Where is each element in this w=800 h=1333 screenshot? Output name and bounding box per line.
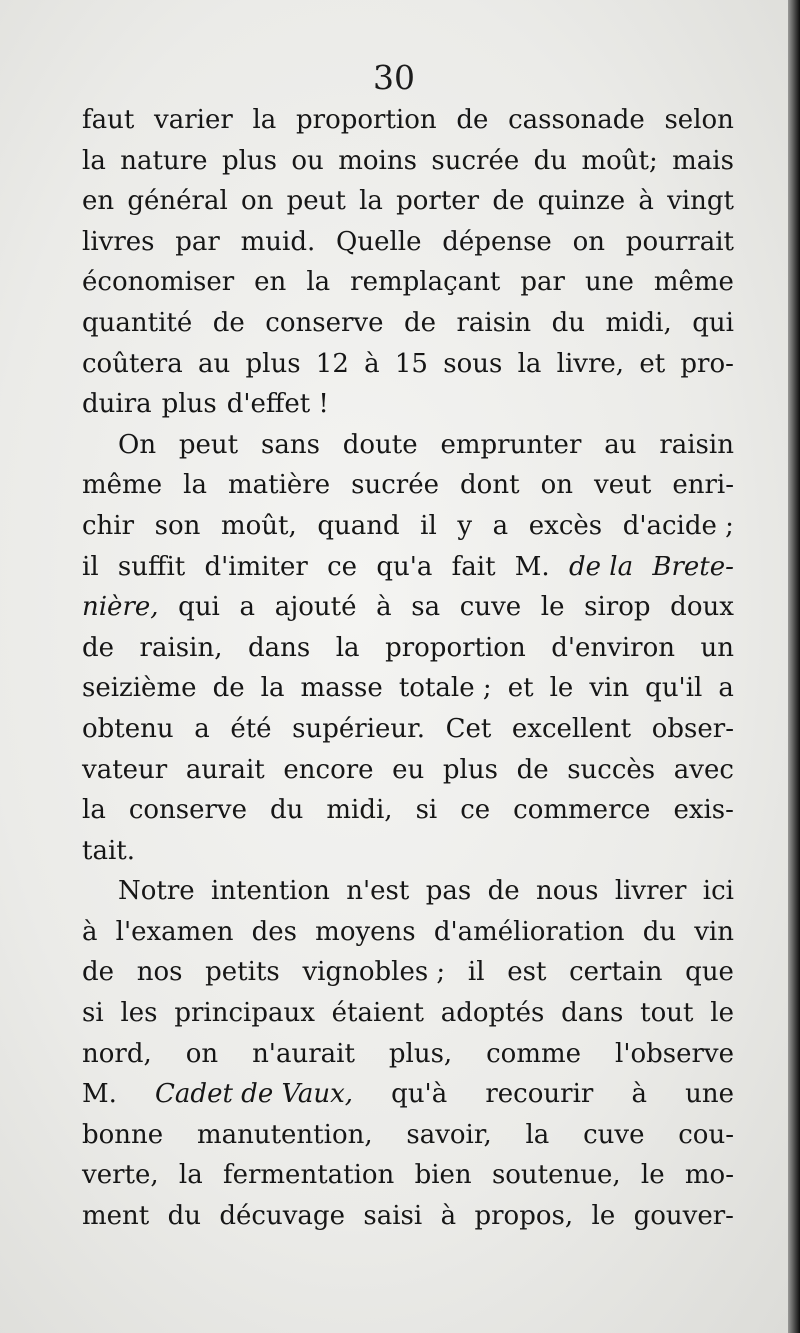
text-line — [82, 628, 734, 669]
word: de — [82, 632, 115, 663]
text-line — [82, 344, 734, 385]
word: un — [700, 632, 734, 663]
word: exis- — [673, 795, 734, 826]
word: il — [82, 551, 99, 582]
word: conserve — [265, 307, 384, 338]
word: intention — [211, 876, 330, 907]
word: des — [251, 916, 298, 947]
word: 12 — [315, 348, 349, 379]
word: a — [492, 510, 509, 541]
word: sans — [260, 429, 320, 460]
word: bien — [414, 1160, 472, 1191]
word: de — [492, 186, 525, 217]
word: avec — [673, 754, 734, 785]
word: livrer — [614, 876, 687, 907]
word: sous — [443, 348, 503, 379]
word: pourrait — [625, 226, 734, 257]
word: moins — [338, 145, 417, 176]
word: midi, — [605, 307, 672, 338]
word: par — [175, 226, 220, 257]
word: à — [631, 1079, 647, 1110]
word: M. — [82, 1079, 117, 1110]
word: la — [359, 186, 383, 217]
word: nos — [136, 957, 183, 988]
page-edge-shadow — [788, 0, 800, 1333]
page-number: 30 — [373, 58, 415, 97]
word: soutenue, — [491, 1160, 621, 1191]
word: a — [194, 713, 210, 744]
word: aurait — [185, 754, 265, 785]
word: à — [82, 916, 98, 947]
word: vateur — [82, 754, 168, 785]
word: seizième — [82, 673, 197, 704]
word: matière — [227, 470, 331, 501]
word: varier — [154, 105, 233, 135]
word: décuvage — [219, 1201, 345, 1232]
word: le — [549, 673, 574, 704]
word: tait. — [82, 835, 135, 866]
word: vin — [589, 673, 630, 704]
word: du — [551, 307, 586, 338]
word: verte, — [82, 1160, 159, 1191]
word: coûtera — [82, 348, 183, 379]
text-line — [82, 1074, 734, 1115]
word: raisin, — [139, 632, 223, 663]
word: doute — [342, 429, 418, 460]
word: sa — [411, 592, 441, 623]
word: ce — [327, 551, 358, 582]
word: d'imiter — [204, 551, 308, 582]
word: cuve — [583, 1119, 645, 1150]
text-line — [82, 790, 734, 831]
word: Cet — [445, 713, 492, 744]
word: et — [507, 673, 534, 704]
word: à — [638, 186, 654, 217]
word: encore — [283, 754, 374, 785]
word: emprunter — [440, 429, 582, 460]
word: principaux — [174, 998, 315, 1029]
word: plus, — [388, 1038, 453, 1069]
word: raisin — [456, 307, 532, 338]
text-line — [82, 547, 734, 588]
word: la — [525, 1119, 550, 1150]
word: de — [487, 876, 520, 907]
word: d'acide ; — [622, 510, 734, 541]
word: fermentation — [222, 1160, 395, 1191]
word: totale ; — [398, 673, 492, 704]
word: y — [457, 510, 473, 541]
word: peut — [286, 186, 346, 217]
word: de la — [568, 551, 634, 582]
word: économiser — [82, 267, 235, 298]
word: l'observe — [615, 1038, 734, 1069]
word: mo- — [684, 1160, 734, 1191]
text-line — [82, 465, 734, 506]
word: quantité — [82, 307, 193, 338]
word: le — [640, 1160, 665, 1191]
text-line — [82, 912, 734, 953]
text-line — [82, 750, 734, 791]
word: dans — [247, 632, 311, 663]
word: on — [185, 1038, 219, 1069]
word: chir — [82, 510, 135, 541]
word: au — [604, 429, 637, 460]
word: et — [639, 348, 666, 379]
word: de — [403, 307, 436, 338]
word: qu'il — [645, 673, 703, 704]
word: dont — [460, 470, 520, 501]
word: raisin — [659, 429, 734, 460]
word: le — [710, 998, 734, 1029]
word: enri- — [672, 470, 734, 501]
word: une — [584, 267, 634, 298]
word: porter — [396, 186, 480, 217]
word: excès — [528, 510, 603, 541]
word: la — [335, 632, 360, 663]
word: qui — [692, 307, 734, 338]
word: du — [167, 1201, 202, 1232]
text-line — [82, 141, 734, 182]
word: ajouté — [274, 592, 357, 623]
text-line — [82, 587, 734, 628]
word: la — [178, 1160, 203, 1191]
text-line — [82, 668, 734, 709]
word: Cadet de Vaux, — [155, 1079, 354, 1110]
word: gouver- — [633, 1201, 734, 1232]
word: ment — [82, 1201, 150, 1232]
word: Quelle — [336, 226, 422, 257]
word: est — [507, 957, 547, 988]
text-line — [82, 384, 734, 425]
word: étaient — [331, 998, 424, 1029]
word: livre, — [556, 348, 625, 379]
word: qui — [178, 592, 220, 623]
word: petits — [205, 957, 280, 988]
word: en — [82, 186, 115, 217]
word: pas — [425, 876, 472, 907]
text-line — [82, 871, 734, 912]
word: propos, — [474, 1201, 574, 1232]
word: quand — [317, 510, 400, 541]
word: ou — [291, 145, 324, 176]
word: faut — [82, 105, 135, 135]
word: obser- — [651, 713, 734, 744]
word: muid. — [240, 226, 316, 257]
word: plus — [221, 145, 277, 176]
word: l'examen — [115, 916, 234, 947]
word: plus — [161, 389, 217, 420]
word: au — [197, 348, 231, 379]
word: proportion — [385, 632, 526, 663]
word: a — [239, 592, 256, 623]
word: supérieur. — [292, 713, 425, 744]
word: du — [533, 145, 568, 176]
word: suffit — [117, 551, 186, 582]
word: même — [653, 267, 734, 298]
word: eu — [392, 754, 425, 785]
word: dans — [561, 998, 624, 1029]
word: la — [260, 673, 285, 704]
text-line — [82, 100, 734, 141]
word: comme — [486, 1038, 582, 1069]
word: moût, — [220, 510, 297, 541]
word: la — [306, 267, 331, 298]
word: quinze — [537, 186, 626, 217]
word: nière, — [82, 592, 159, 623]
word: il — [420, 510, 437, 541]
word: de — [212, 673, 245, 704]
word: les — [120, 998, 158, 1029]
text-line — [82, 952, 734, 993]
word: bonne — [82, 1119, 164, 1150]
word: ce — [460, 795, 491, 826]
word: à — [440, 1201, 457, 1232]
text-line — [82, 993, 734, 1034]
word: ici — [702, 876, 734, 907]
word: saisi — [363, 1201, 423, 1232]
word: si — [82, 998, 104, 1029]
word: on — [241, 186, 274, 217]
word: qu'a — [376, 551, 433, 582]
word: duira — [82, 389, 152, 420]
word: nous — [535, 876, 599, 907]
text-line — [82, 1155, 734, 1196]
word: nature — [120, 145, 208, 176]
word: Notre — [118, 876, 195, 907]
word: en — [254, 267, 287, 298]
word: vingt — [667, 186, 734, 217]
word: n'aurait — [252, 1038, 355, 1069]
word: nord, — [82, 1038, 152, 1069]
word: sirop — [584, 592, 651, 623]
word: si — [415, 795, 438, 826]
word: cuve — [459, 592, 522, 623]
word: mais — [672, 145, 734, 176]
word: obtenu — [82, 713, 174, 744]
word: d'effet ! — [226, 389, 329, 420]
word: la — [183, 470, 207, 501]
word: tout — [640, 998, 694, 1029]
word: masse — [300, 673, 383, 704]
text-line — [82, 303, 734, 344]
word: livres — [82, 226, 155, 257]
body-text — [82, 100, 734, 1237]
word: on — [572, 226, 606, 257]
word: midi, — [326, 795, 393, 826]
word: à — [364, 348, 380, 379]
text-line — [82, 262, 734, 303]
word: qu'à — [391, 1079, 448, 1110]
word: remplaçant — [350, 267, 501, 298]
word: du — [270, 795, 304, 826]
word: été — [230, 713, 272, 744]
word: 15 — [394, 348, 428, 379]
word: certain — [569, 957, 663, 988]
word: commerce — [513, 795, 651, 826]
word: général — [127, 186, 228, 217]
word: d'environ — [551, 632, 675, 663]
word: sucrée — [351, 470, 439, 501]
word: même — [82, 470, 163, 501]
word: vignobles ; — [302, 957, 446, 988]
word: vin — [694, 916, 734, 947]
word: n'est — [346, 876, 410, 907]
word: plus — [442, 754, 498, 785]
text-line — [82, 222, 734, 263]
word: succès — [567, 754, 656, 785]
word: moût; — [581, 145, 658, 176]
text-line — [82, 1034, 734, 1075]
word: conserve — [128, 795, 248, 826]
word: a — [718, 673, 734, 704]
word: la — [82, 795, 106, 826]
text-line — [82, 506, 734, 547]
word: excellent — [511, 713, 632, 744]
word: selon — [664, 105, 734, 135]
word: manutention, — [196, 1119, 373, 1150]
word: cou- — [678, 1119, 734, 1150]
word: le — [591, 1201, 616, 1232]
word: proportion — [296, 105, 437, 135]
word: une — [685, 1079, 734, 1110]
word: de — [456, 105, 489, 135]
word: la — [82, 145, 106, 176]
word: cassonade — [508, 105, 645, 135]
word: par — [520, 267, 565, 298]
word: son — [154, 510, 201, 541]
word: fait — [451, 551, 496, 582]
text-line — [82, 1196, 734, 1237]
word: de — [82, 957, 115, 988]
word: savoir, — [406, 1119, 492, 1150]
word: du — [642, 916, 677, 947]
word: peut — [178, 429, 239, 460]
text-line — [82, 831, 734, 872]
word: la — [252, 105, 277, 135]
word: il — [467, 957, 485, 988]
word: de — [212, 307, 245, 338]
text-line — [82, 425, 734, 466]
word: de — [516, 754, 549, 785]
word: veut — [594, 470, 652, 501]
word: d'amélioration — [433, 916, 625, 947]
text-line — [82, 1115, 734, 1156]
word: moyens — [315, 916, 416, 947]
word: recourir — [485, 1079, 594, 1110]
word: On — [118, 429, 157, 460]
word: adoptés — [440, 998, 545, 1029]
word: sucrée — [431, 145, 520, 176]
word: pro- — [680, 348, 734, 379]
text-line — [82, 709, 734, 750]
text-line — [82, 181, 734, 222]
word: plus — [245, 348, 301, 379]
word: que — [685, 957, 734, 988]
word: M. — [514, 551, 550, 582]
word: dépense — [442, 226, 552, 257]
word: doux — [670, 592, 734, 623]
word: à — [376, 592, 392, 623]
word: la — [517, 348, 542, 379]
word: Brete- — [652, 551, 734, 582]
word: le — [540, 592, 565, 623]
word: on — [540, 470, 573, 501]
